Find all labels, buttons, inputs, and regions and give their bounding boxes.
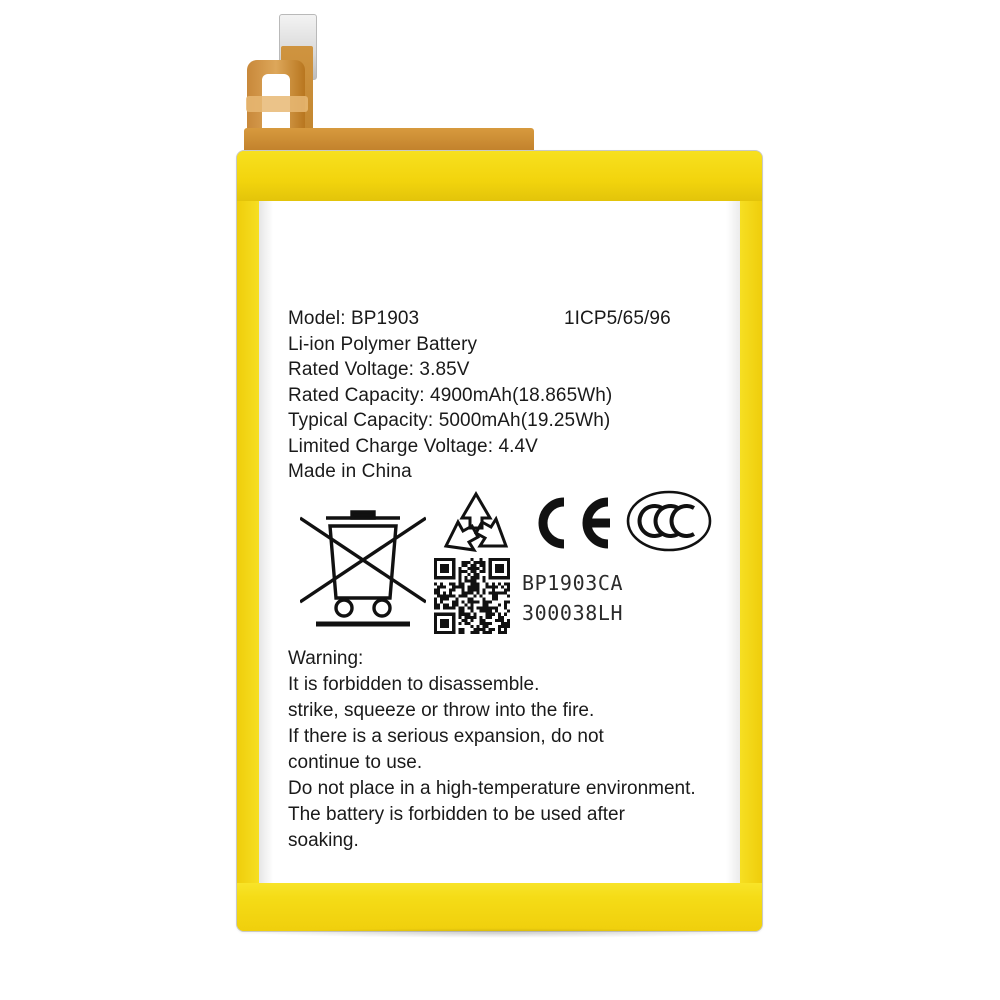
cell-edge-shading-left — [259, 201, 273, 883]
limited-charge-voltage-line: Limited Charge Voltage: 4.4V — [288, 435, 538, 457]
warning-line-4: continue to use. — [288, 752, 423, 773]
connector-tape-band — [246, 96, 308, 112]
country-of-origin-line: Made in China — [288, 461, 412, 482]
iec-designation: 1ICP5/65/96 — [564, 308, 671, 329]
warning-text-block — [288, 646, 738, 854]
warning-line-2: strike, squeeze or throw into the fire. — [288, 700, 595, 721]
weee-crossed-out-wheelie-bin-icon — [300, 482, 426, 630]
warning-line-3: If there is a serious expansion, do not — [288, 726, 604, 747]
qr-code — [434, 558, 510, 634]
rated-voltage-line: Rated Voltage: 3.85V — [288, 359, 470, 380]
warning-line-7: soaking. — [288, 830, 359, 851]
ccc-china-compulsory-certification-icon — [626, 490, 712, 552]
kapton-tape-left — [237, 151, 259, 931]
ce-mark-icon — [528, 494, 618, 552]
recycling-mobius-loop-icon — [438, 488, 514, 560]
kapton-tape-top — [237, 151, 762, 201]
battery-spec-text — [288, 306, 728, 485]
drop-shadow — [250, 928, 750, 938]
chemistry-line: Li-ion Polymer Battery — [288, 333, 478, 355]
warning-line-5: Do not place in a high-temperature environment. — [288, 778, 696, 799]
serial-line-2: 300038LH — [522, 601, 624, 625]
warning-line-6: The battery is forbidden to be used after — [288, 804, 625, 825]
serial-line-1: BP1903CA — [522, 571, 624, 595]
typical-capacity-line: Typical Capacity: 5000mAh(19.25Wh) — [288, 410, 611, 431]
kapton-tape-bottom — [237, 883, 762, 931]
model-number: Model: BP1903 — [288, 308, 420, 329]
warning-line-1: It is forbidden to disassemble. — [288, 674, 540, 695]
serial-number-block — [522, 568, 623, 628]
kapton-tape-right — [740, 151, 762, 931]
warning-heading: Warning: — [288, 648, 364, 669]
rated-capacity-line: Rated Capacity: 4900mAh(18.865Wh) — [288, 384, 613, 406]
